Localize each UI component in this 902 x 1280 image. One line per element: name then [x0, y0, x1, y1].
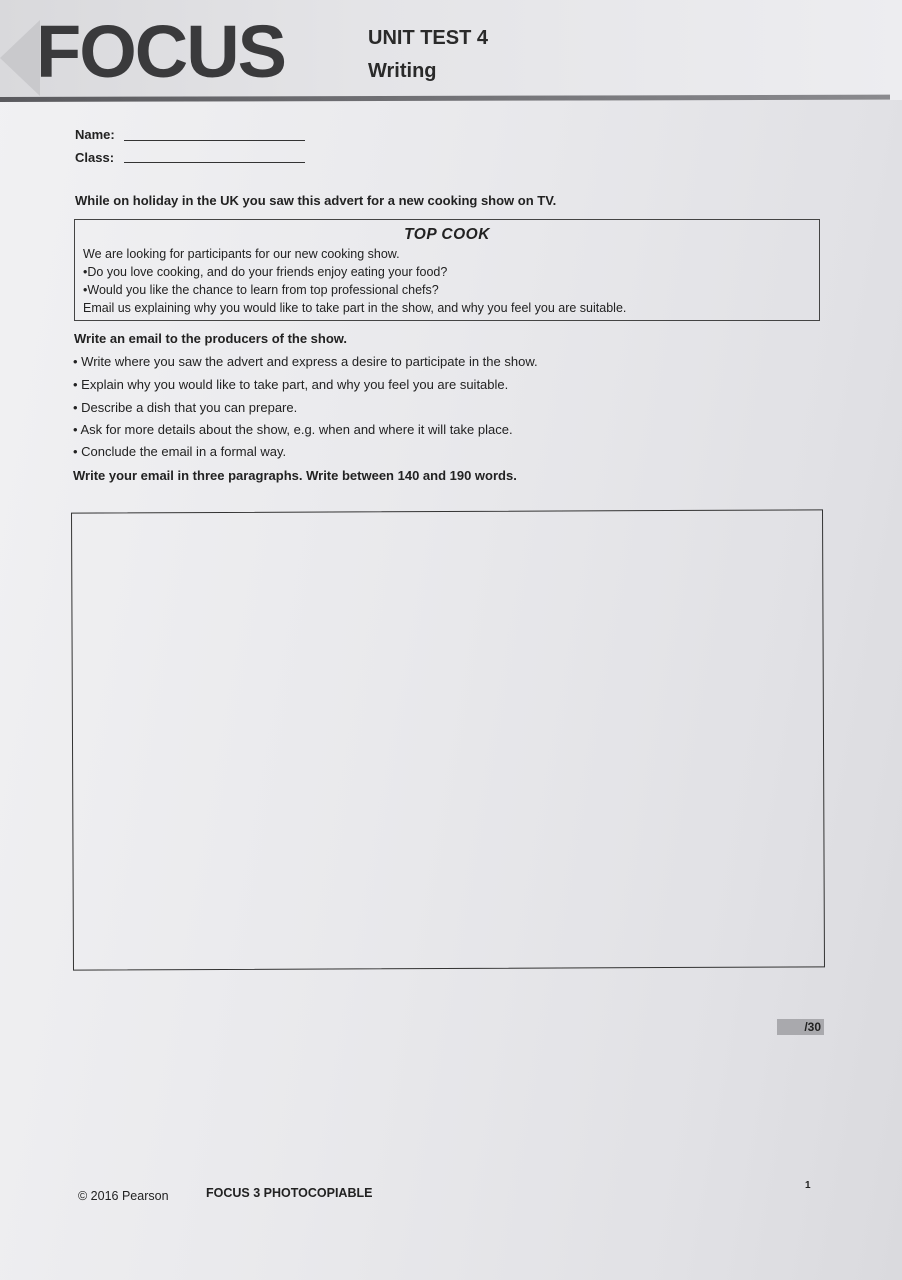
- class-field[interactable]: [124, 162, 305, 163]
- score-box: [777, 1019, 824, 1035]
- focus-logo: FOCUS: [36, 10, 285, 93]
- answer-box[interactable]: [71, 509, 825, 970]
- advert-box: [74, 219, 820, 321]
- unit-title: UNIT TEST 4: [368, 27, 489, 49]
- task-bullet: • Explain why you would like to take part, and why you feel you are suitable.: [73, 377, 509, 392]
- copyright-text: © 2016 Pearson: [78, 1189, 169, 1203]
- name-label: Name:: [75, 127, 115, 142]
- advert-line: Email us explaining why you would like to take part in the show, and why you feel you are suitable.: [83, 301, 627, 315]
- name-field[interactable]: [124, 140, 305, 141]
- task-bullet: • Write where you saw the advert and express a desire to participate in the show.: [73, 354, 538, 369]
- advert-line: •Would you like the chance to learn from top professional chefs?: [83, 283, 439, 297]
- intro-text: While on holiday in the UK you saw this advert for a new cooking show on TV.: [75, 193, 557, 208]
- task-bullet: • Ask for more details about the show, e.g. when and where it will take place.: [73, 422, 513, 437]
- class-label: Class:: [75, 150, 115, 165]
- section-title: Writing: [368, 60, 437, 82]
- task-bullet: • Describe a dish that you can prepare.: [73, 400, 298, 415]
- task-bullet: • Conclude the email in a formal way.: [73, 444, 287, 459]
- advert-title: TOP COOK: [404, 226, 490, 243]
- photocopiable-label: FOCUS 3 PHOTOCOPIABLE: [206, 1186, 373, 1200]
- page-number: 1: [805, 1180, 811, 1191]
- advert-line: We are looking for participants for our new cooking show.: [83, 247, 400, 261]
- logo-triangle-decoration: [0, 20, 40, 96]
- header-divider: [0, 95, 890, 102]
- score-label: /30: [804, 1020, 821, 1034]
- task-heading: Write an email to the producers of the show.: [74, 331, 348, 346]
- advert-line: •Do you love cooking, and do your friends enjoy eating your food?: [83, 265, 448, 279]
- word-count-instruction: Write your email in three paragraphs. Write between 140 and 190 words.: [73, 468, 517, 483]
